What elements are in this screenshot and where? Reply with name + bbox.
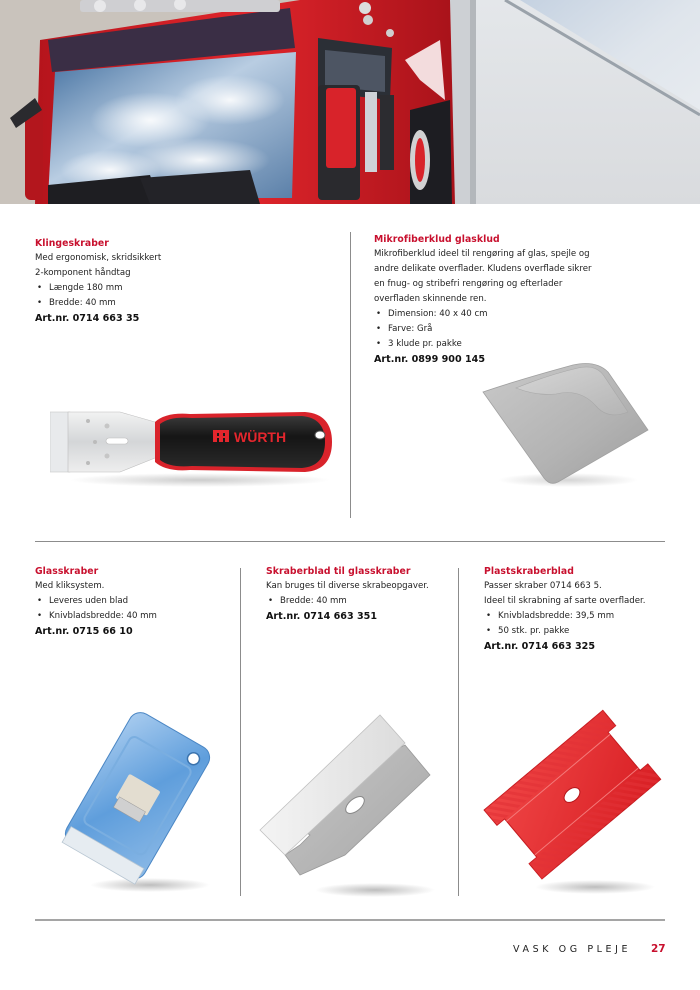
product-description-line: Ideel til skrabning af sarte overflader. [484, 596, 646, 606]
glass-scraper-image [45, 705, 225, 895]
product-plastskraberblad [484, 564, 684, 655]
product-description-line: andre delikate overflader. Kludens overflade sikrer [374, 264, 592, 274]
product-description-line: Passer skraber 0714 663 5. [484, 581, 602, 591]
page-number: 27 [651, 943, 666, 955]
footer-divider [35, 919, 665, 921]
article-number: Art.nr. 0715 66 10 [35, 626, 133, 637]
spec-item: • Farve: Grå [374, 322, 674, 337]
spec-item: • Bredde: 40 mm [35, 296, 335, 311]
product-description-line: 2-komponent håndtag [35, 268, 131, 278]
product-title: Klingeskraber [35, 238, 109, 249]
product-title: Plastskraberblad [484, 566, 574, 577]
spec-item: • Knivbladsbredde: 39,5 mm [484, 609, 684, 624]
product-title: Mikrofiberklud glasklud [374, 234, 500, 245]
column-divider-bottom-2 [458, 568, 459, 896]
spec-item: • Bredde: 40 mm [266, 594, 456, 609]
product-specs [35, 281, 335, 311]
product-title: Glasskraber [35, 566, 99, 577]
article-number: Art.nr. 0899 900 145 [374, 354, 485, 365]
plastic-blade-image [475, 695, 670, 900]
product-mikrofiberklud [374, 232, 674, 368]
hero-truck-image [0, 0, 700, 204]
product-description-line: Med ergonomisk, skridsikkert [35, 253, 162, 263]
product-klingeskraber [35, 236, 335, 327]
spec-item: • Leveres uden blad [35, 594, 235, 609]
product-glasskraber [35, 564, 235, 640]
product-specs [484, 609, 684, 639]
article-number: Art.nr. 0714 663 325 [484, 641, 595, 652]
product-specs [374, 307, 674, 352]
column-divider-top [350, 232, 351, 518]
article-number: Art.nr. 0714 663 35 [35, 313, 140, 324]
product-description-line: Kan bruges til diverse skrabeopgaver. [266, 581, 429, 591]
blade-scraper-image [50, 400, 340, 490]
product-description-line: Mikrofiberklud ideel til rengøring af glas, spejle og [374, 249, 590, 259]
spec-item: • 3 klude pr. pakke [374, 337, 674, 352]
section-label: VASK OG PLEJE [513, 944, 632, 955]
column-divider-bottom-1 [240, 568, 241, 896]
spec-item: • Dimension: 40 x 40 cm [374, 307, 674, 322]
product-description-line: en fnug- og stribefri rengøring og efterlader [374, 279, 563, 289]
product-specs [35, 594, 235, 624]
row-divider [35, 541, 665, 542]
product-specs [266, 594, 456, 609]
wurth-logo-text: WÜRTH [234, 429, 287, 445]
product-title: Skraberblad til glasskraber [266, 566, 411, 577]
product-skraberblad [266, 564, 456, 625]
spec-item: • Længde 180 mm [35, 281, 335, 296]
microfiber-cloth-image [478, 360, 653, 490]
steel-blade-image [255, 705, 450, 900]
product-description-line: overfladen skinnende ren. [374, 294, 487, 304]
article-number: Art.nr. 0714 663 351 [266, 611, 377, 622]
spec-item: • Knivbladsbredde: 40 mm [35, 609, 235, 624]
spec-item: • 50 stk. pr. pakke [484, 624, 684, 639]
product-description-line: Med kliksystem. [35, 581, 105, 591]
